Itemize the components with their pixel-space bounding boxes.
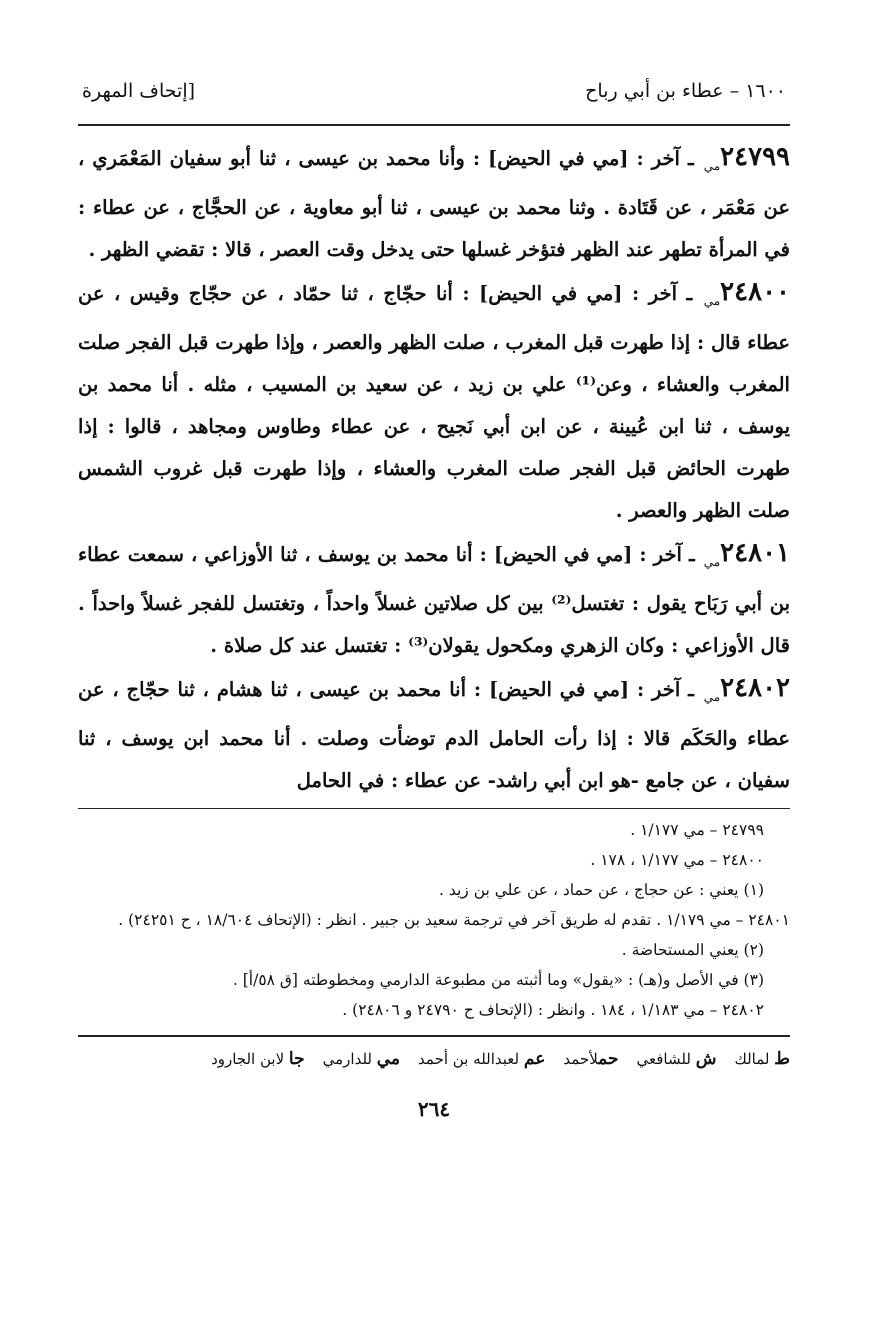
abbreviation-item: ش للشافعي [636, 1048, 717, 1069]
hadith-number: ٢٤٨٠٠ [720, 276, 790, 307]
abbreviation-item: مي للدارمي [322, 1048, 401, 1069]
footnote: ٢٤٨٠١ – مي ١/١٧٩ . تقدم له طريق آخر في ترجمة سعيد بن جبير . انظر : (الإتحاف ١٨/٦٠٤ ، ح ٢٤٢٥١) . [118, 910, 790, 929]
abbreviation-item: عم لعبدالله بن أحمد [418, 1048, 546, 1069]
source-siglum: مي [703, 158, 721, 173]
source-siglum: مي [703, 293, 721, 308]
footnote: ٢٤٧٩٩ – مي ١/١٧٧ . [630, 820, 764, 839]
hadith-text: ـ آخر : [مي في الحيض] : أنا حجّاج ، ثنا حمّاد ، عن حجّاج وقيس ، عن عطاء قال : إذا طهرت قبل المغرب ، صلت الظهر والعصر ، وإذا طهرت قبل الفجر صلت المغرب والعشاء ، وعن⁽¹⁾ علي بن زيد ، عن سعيد بن المسيب ، مثله . أنا محمد بن يوسف ، ثنا ابن عُيينة ، عن ابن أبي نَجيح ، عن عطاء وطاوس ومجاهد ، قالوا : إذا طهرت الحائض قبل الفجر صلت المغرب والعشاء ، وإذا طهرت قبل غروب الشمس صلت الظهر والعصر . [78, 281, 790, 522]
hadith-text: ـ آخر : [مي في الحيض] : أنا محمد بن يوسف ، ثنا الأوزاعي ، سمعت عطاء بن أبي رَبَاح يقول : تغتسل⁽²⁾ بين كل صلاتين غسلاً واحداً ، وتغتسل للفجر غسلاً واحداً . قال الأوزاعي : وكان الزهري ومكحول يقولان⁽³⁾ : تغتسل عند كل صلاة . [78, 542, 791, 657]
footnote: (٣) في الأصل و(هـ) : «يقول» وما أثبته من مطبوعة الدارمي ومخطوطته [ق ٥٨/أ] . [232, 970, 764, 989]
abbreviation-item: ط لمالك [734, 1048, 790, 1069]
book-page [78, 80, 790, 1121]
hadith-entry [78, 667, 790, 802]
hadith-entries [78, 136, 790, 802]
hadith-entry [78, 271, 790, 532]
hadith-number: ٢٤٧٩٩ [720, 142, 790, 172]
hadith-entry [78, 136, 790, 271]
footnotes [78, 808, 790, 1025]
running-header [78, 80, 790, 126]
source-siglum: مي [703, 689, 721, 704]
abbreviation-key [78, 1035, 790, 1069]
abbreviation-item: حملأحمد [563, 1048, 619, 1069]
hadith-number: ٢٤٨٠٢ [720, 672, 790, 703]
header-chapter-title: ١٦٠٠ – عطاء بن أبي رباح [585, 80, 786, 102]
page-number: ٢٦٤ [417, 1096, 451, 1121]
footnote: ٢٤٨٠٠ – مي ١/١٧٧ ، ١٧٨ . [590, 850, 764, 869]
footnote: (١) يعني : عن حجاج ، عن حماد ، عن علي بن زيد . [438, 880, 764, 899]
hadith-text: ـ آخر : [مي في الحيض] : وأنا محمد بن عيسى ، ثنا أبو سفيان المَعْمَري ، عن مَعْمَر ، عن قَتَادة . وثنا محمد بن عيسى ، ثنا أبو معاوية ، عن الحجَّاج ، عن عطاء : في المرأة تطهر عند الظهر فتؤخر غسلها حتى يدخل وقت العصر ، قالا : تقضي الظهر . [78, 147, 790, 261]
abbreviation-item: جا لابن الجارود [211, 1048, 305, 1069]
hadith-entry [78, 532, 790, 667]
hadith-number: ٢٤٨٠١ [720, 537, 790, 568]
header-book-title: [إتحاف المهرة [82, 80, 196, 102]
hadith-text: ـ آخر : [مي في الحيض] : أنا محمد بن عيسى ، ثنا هشام ، ثنا حجّاج ، عن عطاء والحَكَم قالا : إذا رأت الحامل الدم توضأت وصلت . أنا محمد ابن يوسف ، ثنا سفيان ، عن جامع -هو ابن أبي راشد- عن عطاء : في الحامل [78, 677, 790, 792]
source-siglum: مي [703, 554, 721, 569]
footnote: (٢) يعني المستحاضة . [621, 940, 764, 959]
footnote: ٢٤٨٠٢ – مي ١/١٨٣ ، ١٨٤ . وانظر : (الإتحاف ح ٢٤٧٩٠ و ٢٤٨٠٦) . [342, 1000, 764, 1019]
